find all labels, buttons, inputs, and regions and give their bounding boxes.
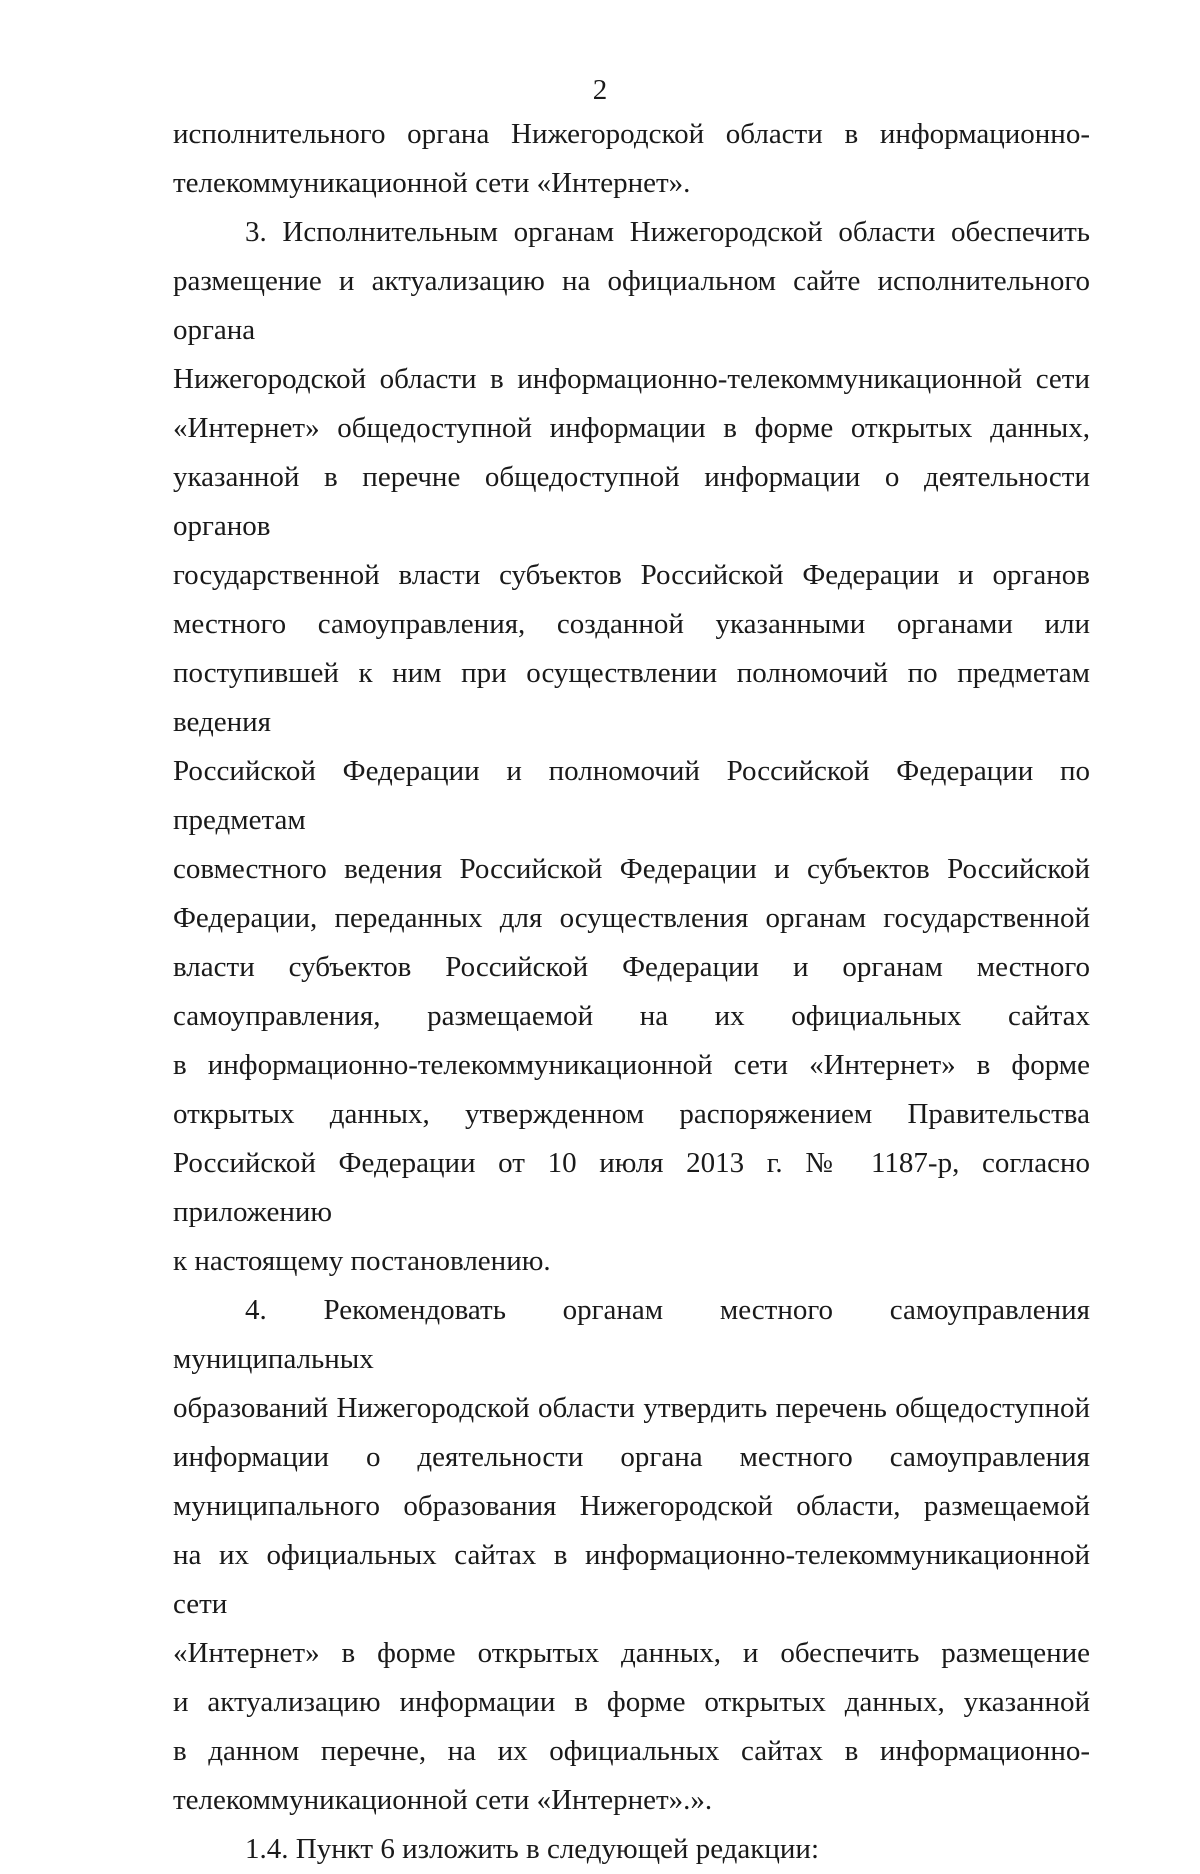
text-line: и актуализацию информации в форме открытых данных, указанной	[173, 1686, 1090, 1718]
document-body	[173, 110, 1090, 1874]
text-line: образований Нижегородской области утвердить перечень общедоступной	[173, 1392, 1090, 1424]
text-line: Нижегородской области в информационно-телекоммуникационной сети	[173, 363, 1090, 395]
text-line: указанной в перечне общедоступной информации о деятельности органов	[173, 461, 1090, 542]
paragraph-item-1-4	[173, 1825, 1090, 1874]
text-line: исполнительного органа Нижегородской области в информационно-	[173, 118, 1090, 150]
text-line: 4. Рекомендовать органам местного самоуправления муниципальных	[173, 1294, 1090, 1375]
text-line: власти субъектов Российской Федерации и органам местного	[173, 951, 1090, 983]
text-line: размещение и актуализацию на официальном сайте исполнительного органа	[173, 265, 1090, 346]
text-line: совместного ведения Российской Федерации и субъектов Российской	[173, 853, 1090, 885]
page-number: 2	[592, 74, 608, 106]
text-line: муниципального образования Нижегородской области, размещаемой	[173, 1490, 1090, 1522]
text-line: 3. Исполнительным органам Нижегородской области обеспечить	[245, 216, 1090, 248]
paragraph-item-4	[173, 1286, 1090, 1825]
text-line: Российской Федерации и полномочий Российской Федерации по предметам	[173, 755, 1090, 836]
text-line: государственной власти субъектов Российской Федерации и органов	[173, 559, 1090, 591]
text-line: Федерации, переданных для осуществления органам государственной	[173, 902, 1090, 934]
text-line: поступившей к ним при осуществлении полномочий по предметам ведения	[173, 657, 1090, 738]
text-line: местного самоуправления, созданной указанными органами или	[173, 608, 1090, 640]
text-line: «Интернет» общедоступной информации в форме открытых данных,	[173, 412, 1090, 444]
text-line: самоуправления, размещаемой на их официальных сайтах	[173, 1000, 1090, 1032]
text-line: открытых данных, утвержденном распоряжением Правительства	[173, 1098, 1090, 1130]
text-line: телекоммуникационной сети «Интернет».».	[173, 1784, 713, 1816]
text-line: телекоммуникационной сети «Интернет».	[173, 167, 691, 199]
text-line: на их официальных сайтах в информационно-телекоммуникационной сети	[173, 1539, 1090, 1620]
paragraph-continuation	[173, 110, 1090, 208]
text-line: «Интернет» в форме открытых данных, и обеспечить размещение	[173, 1637, 1090, 1669]
paragraph-item-3	[173, 208, 1090, 1286]
text-line: в данном перечне, на их официальных сайтах в информационно-	[173, 1735, 1090, 1767]
text-line: 1.4. Пункт 6 изложить в следующей редакции:	[245, 1833, 820, 1865]
text-line: Российской Федерации от 10 июля 2013 г. № 1187-р, согласно приложению	[173, 1147, 1090, 1228]
text-line: информации о деятельности органа местного самоуправления	[173, 1441, 1090, 1473]
text-line: в информационно-телекоммуникационной сети «Интернет» в форме	[173, 1049, 1090, 1081]
text-line: к настоящему постановлению.	[173, 1245, 551, 1277]
